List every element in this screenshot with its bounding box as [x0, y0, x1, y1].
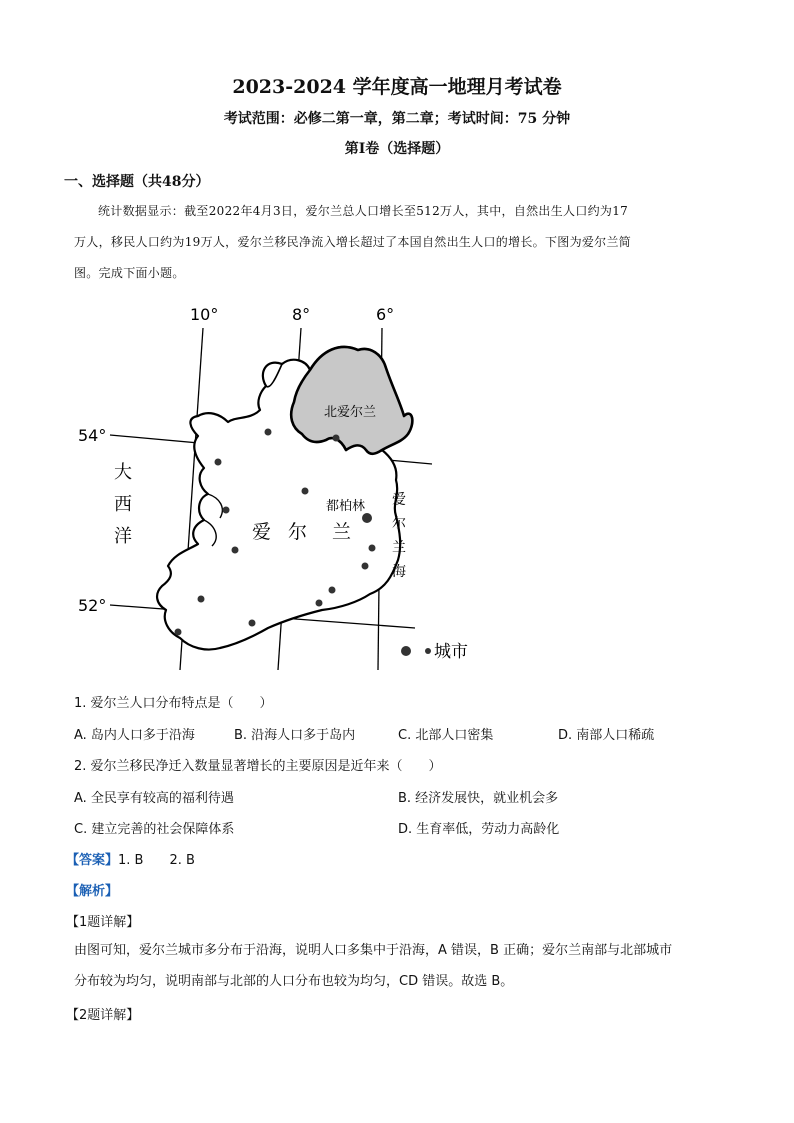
dublin-label: 都柏林 — [326, 499, 366, 514]
legend-large-dot — [401, 646, 411, 656]
city-dot — [369, 545, 376, 552]
volume-title: 第Ⅰ卷（选择题） — [344, 141, 450, 157]
legend-label: 城市 — [434, 642, 468, 662]
answer-tag: 【答案】 — [66, 853, 119, 868]
q1-option-c[interactable]: C. 北部人口密集 — [398, 728, 494, 743]
q1-option-d[interactable]: D. 南部人口稀疏 — [558, 728, 655, 743]
detail-1-line-1: 由图可知，爱尔兰城市多分布于沿海，说明人口多集中于沿海，A 错误，B 正确；爱尔兰南部与北部城市 — [74, 943, 673, 958]
stem-line-3: 图。完成下面小题。 — [74, 266, 185, 280]
q2-option-d[interactable]: D. 生育率低，劳动力高龄化 — [398, 822, 560, 837]
lon-label-8: 8° — [292, 305, 311, 324]
lon-label-6: 6° — [376, 305, 395, 324]
city-dot — [249, 620, 256, 627]
ireland-map — [70, 298, 480, 678]
country-label-char: 兰 — [332, 521, 352, 543]
dublin-dot — [362, 513, 372, 523]
city-dot — [302, 488, 309, 495]
country-label-char: 尔 — [288, 521, 308, 543]
city-dot — [175, 629, 182, 636]
stem-line-2: 万人，移民人口约为19万人，爱尔兰移民净流入增长超过了本国自然出生人口的增长。下图为爱尔兰简 — [74, 235, 632, 249]
detail-2-heading: 【2题详解】 — [66, 1008, 140, 1023]
page-title: 2023-2024 学年度高一地理月考试卷 — [232, 76, 562, 98]
exam-scope: 考试范围：必修二第一章，第二章；考试时间：75 分钟 — [223, 111, 571, 127]
sea-label-char: 海 — [392, 564, 406, 580]
sea-label-char: 尔 — [392, 516, 406, 532]
city-dot — [362, 563, 369, 570]
section-heading: 一、选择题（共48分） — [64, 174, 210, 190]
city-dot — [198, 596, 205, 603]
city-dot — [329, 587, 336, 594]
northern-ireland-label: 北爱尔兰 — [324, 405, 377, 420]
country-label-char: 爱 — [252, 521, 272, 543]
stem-line-1: 统计数据显示：截至2022年4月3日，爱尔兰总人口增长至512万人，其中，自然出生人口约为17 — [98, 204, 629, 218]
city-dot — [215, 459, 222, 466]
detail-1-heading: 【1题详解】 — [66, 915, 140, 930]
lat-label-52: 52° — [78, 596, 107, 615]
analysis-tag: 【解析】 — [66, 884, 119, 899]
detail-1-line-2: 分布较为均匀，说明南部与北部的人口分布也较为均匀，CD 错误。故选 B。 — [74, 974, 514, 989]
ocean-label-char: 西 — [114, 494, 132, 515]
city-dot — [316, 600, 323, 607]
ocean-label-char: 洋 — [114, 526, 132, 547]
q1-option-a[interactable]: A. 岛内人口多于沿海 — [74, 728, 195, 743]
answer-line — [66, 849, 195, 868]
ocean-label-char: 大 — [114, 462, 132, 483]
answer-text: 1. B 2. B — [118, 853, 195, 868]
city-dot — [232, 547, 239, 554]
city-dot — [265, 429, 272, 436]
analysis-line — [66, 880, 118, 899]
question-2-stem: 2. 爱尔兰移民净迁入数量显著增长的主要原因是近年来（ ） — [74, 759, 442, 774]
q2-option-b[interactable]: B. 经济发展快，就业机会多 — [398, 791, 559, 806]
q1-option-b[interactable]: B. 沿海人口多于岛内 — [234, 728, 356, 743]
lon-label-10: 10° — [190, 305, 219, 324]
q2-option-a[interactable]: A. 全民享有较高的福利待遇 — [74, 791, 234, 806]
sea-label-char: 爱 — [392, 492, 406, 508]
legend-small-dot — [425, 648, 431, 654]
q2-option-c[interactable]: C. 建立完善的社会保障体系 — [74, 822, 235, 837]
city-dot — [333, 435, 340, 442]
northern-ireland-region — [291, 347, 412, 454]
city-dot — [223, 507, 230, 514]
question-1-stem: 1. 爱尔兰人口分布特点是（ ） — [74, 696, 273, 711]
sea-label-char: 兰 — [392, 540, 406, 556]
lat-label-54: 54° — [78, 426, 107, 445]
